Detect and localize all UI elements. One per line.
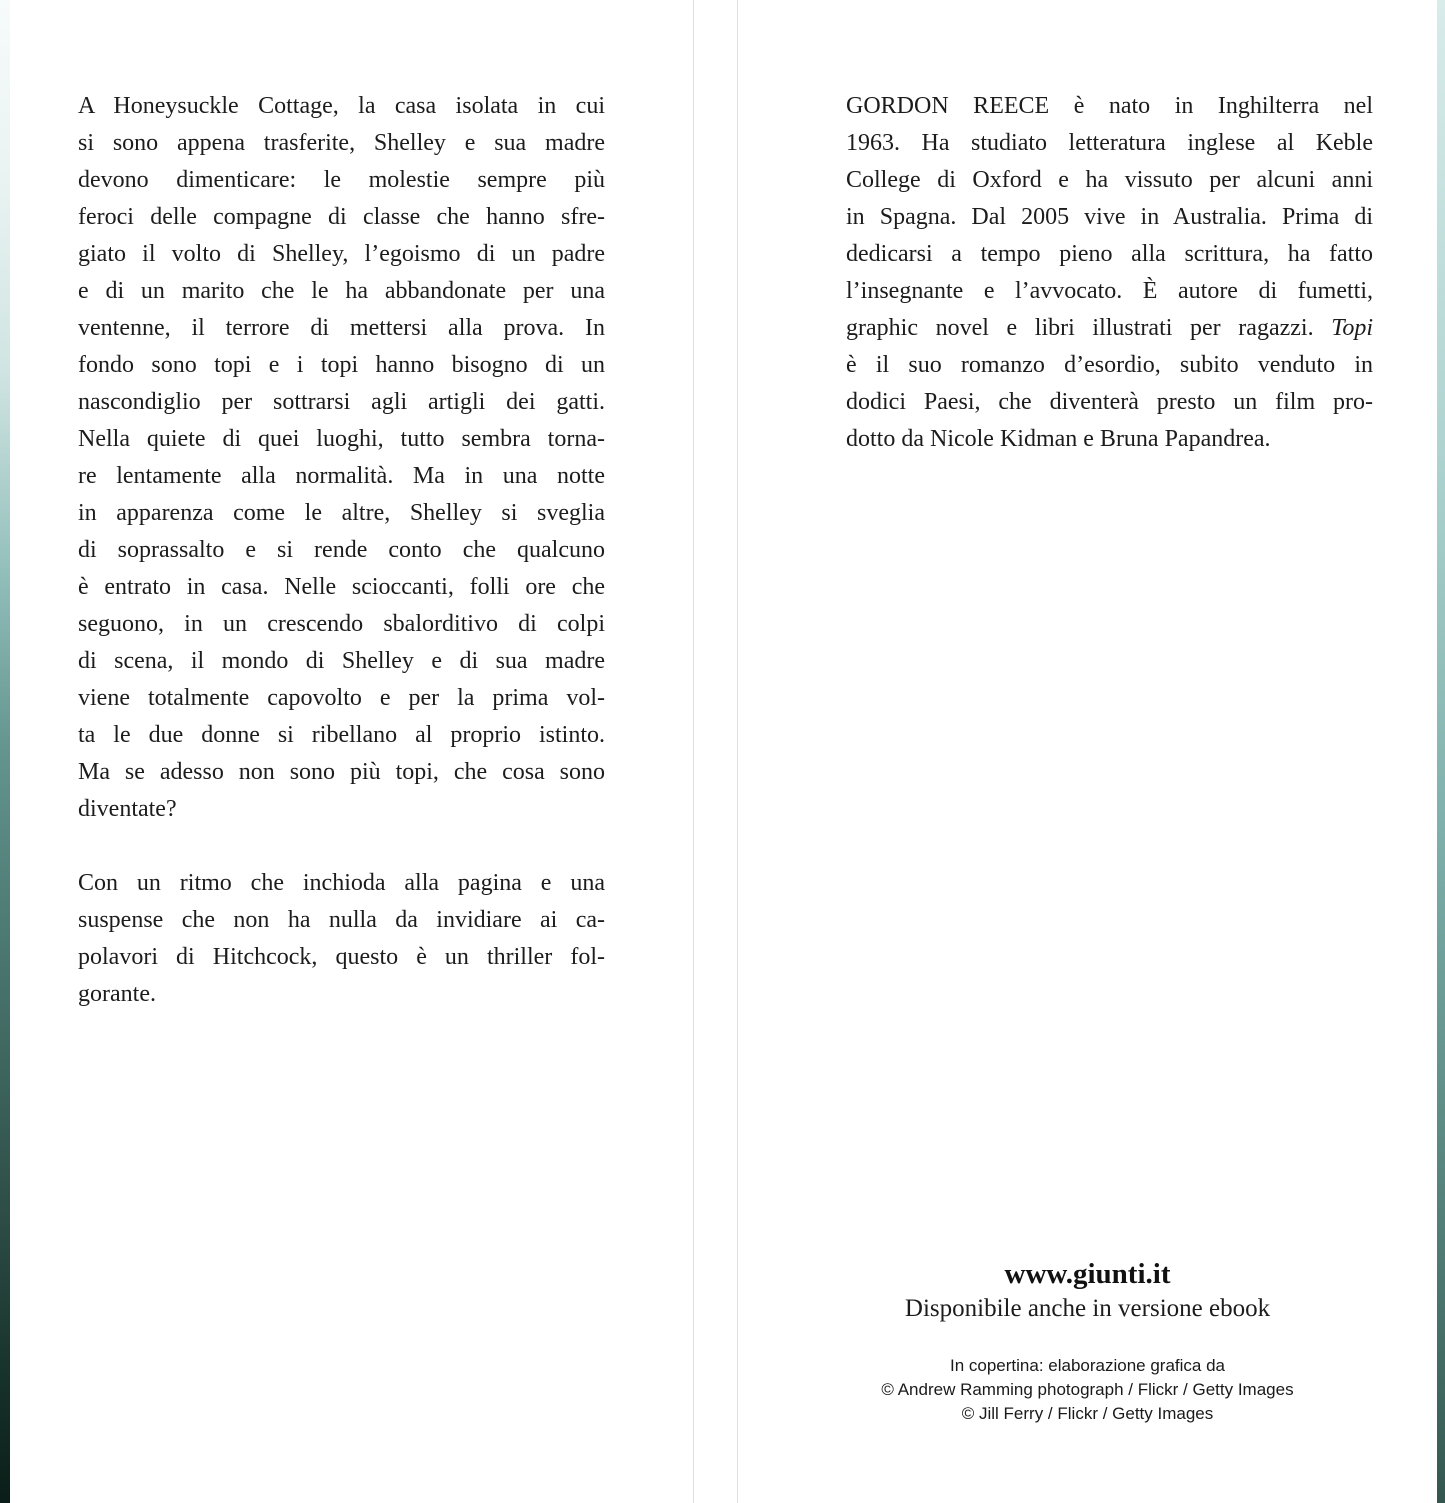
book-cover-edge-left	[0, 0, 10, 1503]
synopsis	[78, 88, 605, 1013]
ebook-availability-note: Disponibile anche in versione ebook	[904, 1295, 1271, 1322]
publisher-website: www.giunti.it	[1004, 1258, 1171, 1290]
cover-credits: In copertina: elaborazione grafica da © Andrew Ramming photograph / Flickr / Getty Images © Jill Ferry / Flickr / Getty Images	[881, 1356, 1294, 1423]
front-flap	[10, 0, 694, 1503]
author-bio: GORDON REECE è nato in Inghilterra nel 1963. Ha studiato letteratura inglese al Keble College di Oxford e ha vissuto per alcuni anni in Spagna. Dal 2005 vive in Australia. Prima di dedicarsi a tempo pieno alla scrittura, ha fatto l’insegnante e l’avvocato. È autore di fumetti, graphic novel e libri illustrati per ragazzi. Topi è il suo romanzo d’esordio, subito venduto in dodici Paesi, che diventerà presto un film pro- dotto da Nicole Kidman e Bruna Papandrea.	[846, 93, 1373, 452]
flap-footer	[738, 1256, 1437, 1426]
back-flap	[737, 0, 1437, 1503]
synopsis-paragraph-1: A Honeysuckle Cottage, la casa isolata in cui si sono appena trasferite, Shelley e sua madre devono dimenticare: le molestie sempre più feroci delle compagne di classe che hanno sfre- giato il volto di Shelley, l’egoismo di un padre e di un marito che le ha abbandonate per una ventenne, il terrore di mettersi alla prova. In fondo sono topi e i topi hanno bisogno di un nascondiglio per sottrarsi agli artigli dei gatti. Nella quiete di quei luoghi, tutto sembra torna- re lentamente alla normalità. Ma in una notte in apparenza come le altre, Shelley si sveglia di soprassalto e si rende conto che qualcuno è entrato in casa. Nelle scioccanti, folli ore che seguono, in un crescendo sbalorditivo di colpi di scena, il mondo di Shelley e di sua madre viene totalmente capovolto e per la prima vol- ta le due donne si ribellano al proprio istinto. Ma se adesso non sono più topi, che cosa sono diventate?	[78, 93, 605, 822]
synopsis-paragraph-2: Con un ritmo che inchioda alla pagina e una suspense che non ha nulla da invidiare ai ca- polavori di Hitchcock, questo è un thriller fol- gorante.	[78, 870, 605, 1007]
book-cover-edge-right	[1437, 0, 1445, 1503]
